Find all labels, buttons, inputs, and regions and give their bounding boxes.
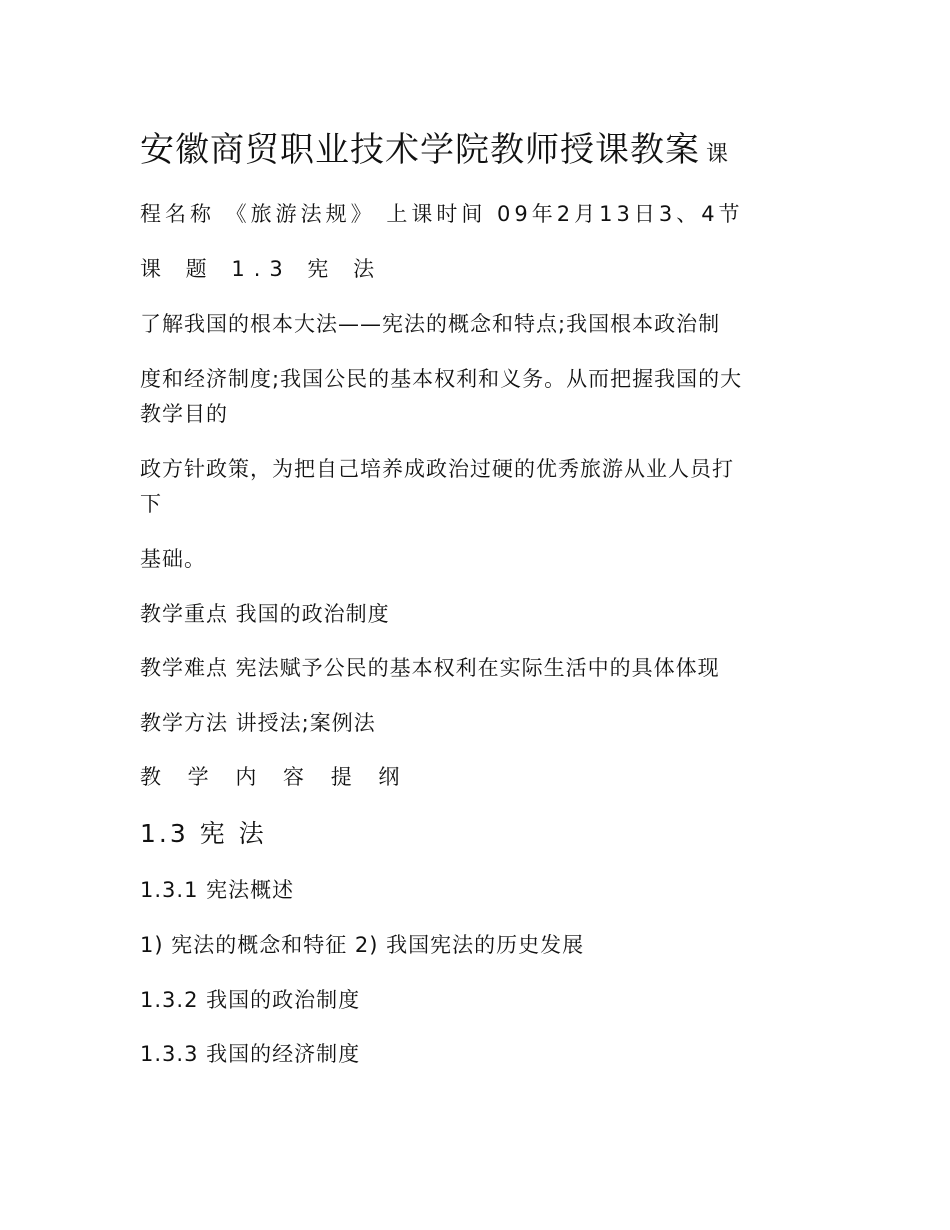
- objectives-line-1: 了解我国的根本大法——宪法的概念和特点;我国根本政治制: [140, 312, 721, 336]
- document-title: [140, 128, 729, 177]
- objectives-line-3: 政方针政策，为把自己培养成政治过硬的优秀旅游从业人员打: [140, 457, 734, 481]
- outline-section-1-items: 1) 宪法的概念和特征 2) 我国宪法的历史发展: [140, 933, 585, 957]
- objectives-line-2: 度和经济制度;我国公民的基本权利和义务。从而把握我国的大: [140, 367, 743, 391]
- title-main: 安徽商贸职业技术学院教师授课教案: [140, 130, 700, 170]
- outline-section-1: 1.3.1 宪法概述: [140, 878, 295, 902]
- course-line: 程名称 《旅游法规》 上课时间 09年2月13日3、4节: [140, 202, 744, 226]
- methods-line: 教学方法 讲授法;案例法: [140, 711, 376, 735]
- topic-line: 课 题 1.3 宪 法: [140, 257, 384, 281]
- outline-section-2: 1.3.2 我国的政治制度: [140, 988, 361, 1012]
- objectives-line-4: 基础。: [140, 547, 206, 571]
- objectives-line-3-tail: 下: [140, 492, 162, 516]
- outline-section-3: 1.3.3 我国的经济制度: [140, 1042, 361, 1066]
- key-points-line: 教学重点 我国的政治制度: [140, 602, 390, 626]
- title-tail: 课: [706, 142, 730, 167]
- objectives-label: 教学目的: [140, 402, 228, 426]
- difficulties-line: 教学难点 宪法赋予公民的基本权利在实际生活中的具体体现: [140, 656, 720, 680]
- outline-heading: 1.3 宪 法: [140, 819, 267, 848]
- outline-label: 教 学 内 容 提 纲: [140, 765, 410, 789]
